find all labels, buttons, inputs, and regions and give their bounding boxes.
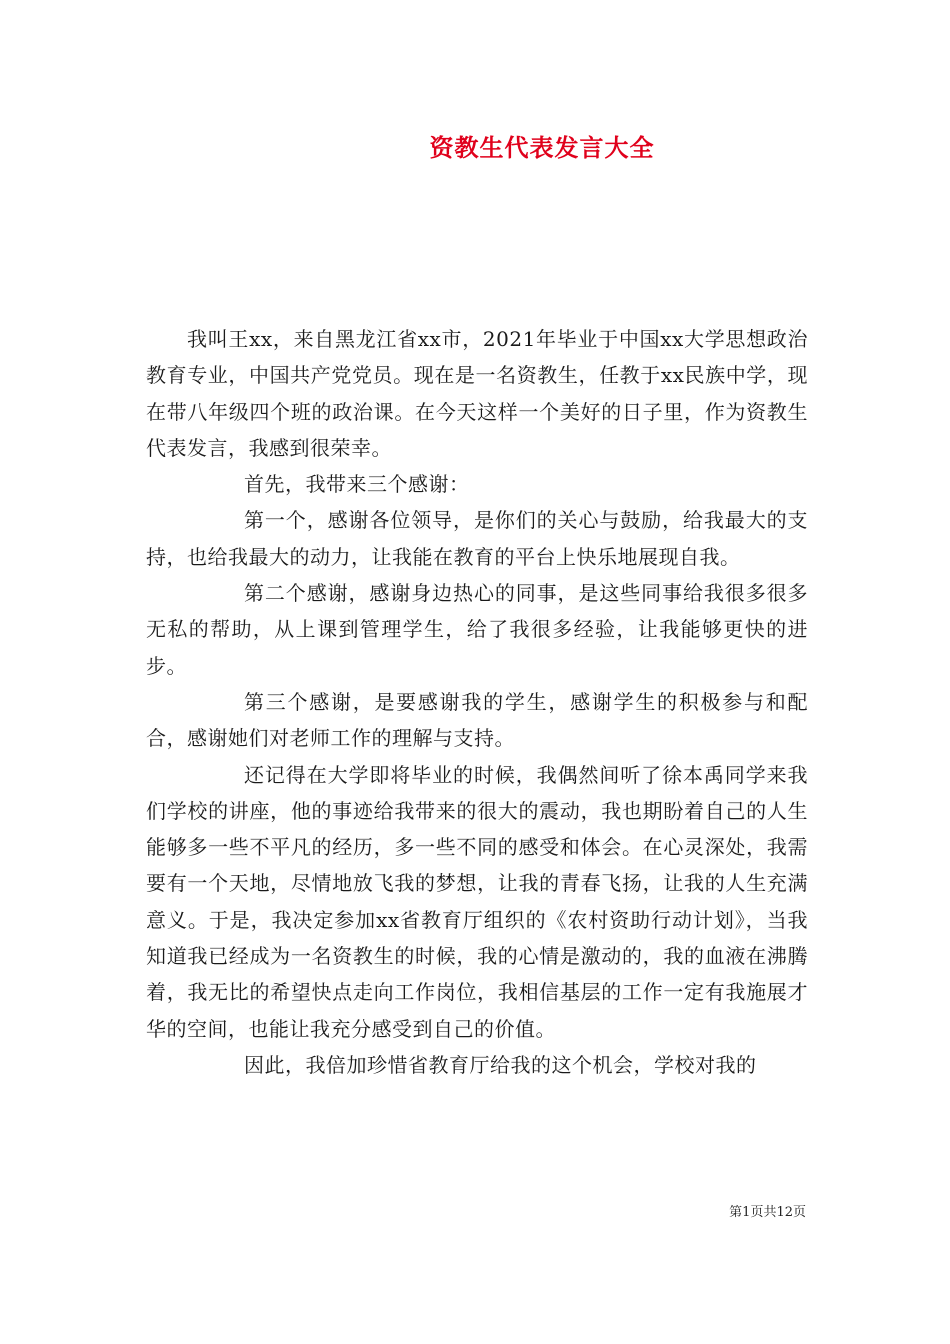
paragraph-motivation: 还记得在大学即将毕业的时候，我偶然间听了徐本禹同学来我们学校的讲座，他的事迹给我带来的很大的震动，我也期盼着自己的人生能够多一些不平凡的经历，多一些不同的感受和体会。在心灵深处，我需要有一个天地，尽情地放飞我的梦想，让我的青春飞扬，让我的人生充满意义。于是，我决定参加xx省教育厅组织的《农村资助行动计划》，当我知道我已经成为一名资教生的时候，我的心情是激动的，我的血液在沸腾着，我无比的希望快点走向工作岗位，我相信基层的工作一定有我施展才华的空间，也能让我充分感受到自己的价值。 — [146, 762, 808, 1041]
paragraph-thanks-leaders: 第一个，感谢各位领导，是你们的关心与鼓励，给我最大的支持，也给我最大的动力，让我能在教育的平台上快乐地展现自我。 — [146, 508, 808, 569]
paragraph-continuation: 因此，我倍加珍惜省教育厅给我的这个机会，学校对我的 — [244, 1052, 757, 1077]
paragraph-thanks-colleagues: 第二个感谢，感谢身边热心的同事，是这些同事给我很多很多无私的帮助，从上课到管理学生，给了我很多经验，让我能够更快的进步。 — [146, 581, 808, 678]
page-number-footer: 第1页共12页 — [729, 1205, 806, 1220]
paragraph-intro: 我叫王xx，来自黑龙江省xx市，2021年毕业于中国xx大学思想政治教育专业，中国共产党党员。现在是一名资教生，任教于xx民族中学，现在带八年级四个班的政治课。在今天这样一个美好的日子里，作为资教生代表发言，我感到很荣幸。 — [146, 327, 808, 460]
document-body — [146, 321, 808, 1083]
paragraph-thanks-students: 第三个感谢，是要感谢我的学生，感谢学生的积极参与和配合，感谢她们对老师工作的理解与支持。 — [146, 689, 808, 751]
document-title: 资教生代表发言大全 — [429, 133, 655, 162]
paragraph-thanks-lead: 首先，我带来三个感谢： — [244, 472, 470, 497]
